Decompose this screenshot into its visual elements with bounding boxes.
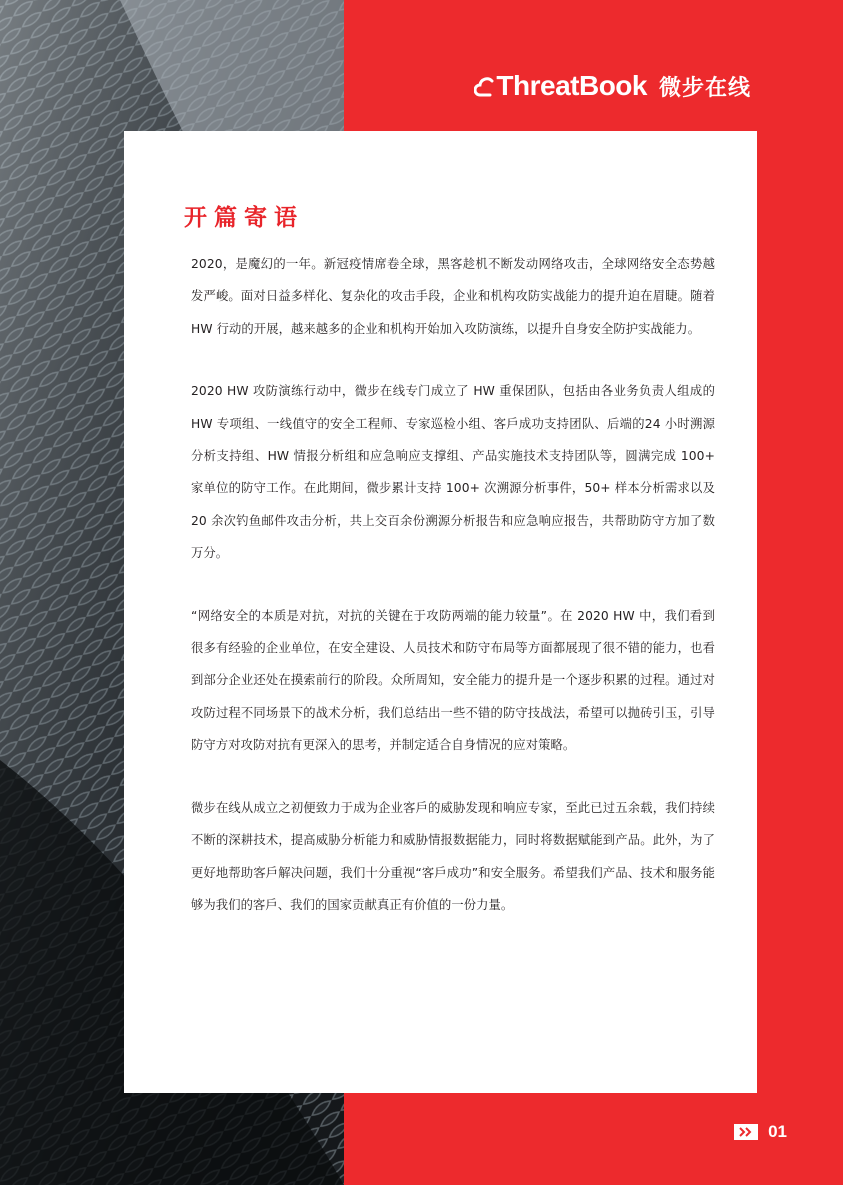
brand-name: 微步在线 — [658, 75, 751, 101]
paragraph: “网络安全的本质是对抗，对抗的关键在于攻防两端的能力较量”。在 2020 HW 中，我们看到很多有经验的企业单位，在安全建设、人员技术和防守布局等方面都展现了很不错的能力，也看到部分企业还处在摸索前行的阶段。众所周知，安全能力的提升是一个逐步积累的过程。通过对攻防过程不同场景下的战术分析，我们总结出一些不错的防守技战法，希望可以抛砖引玉，引导防守方对攻防对抗有更深入的思考，并制定适合自身情况的应对策略。 — [191, 608, 715, 753]
article-body — [191, 248, 715, 951]
cloud-icon — [474, 73, 494, 99]
brand-header — [474, 64, 751, 108]
page-title: 开篇寄语 — [184, 205, 304, 231]
double-chevron-right-icon — [734, 1124, 758, 1140]
paragraph: 微步在线从成立之初便致力于成为企业客戶的威胁发现和响应专家，至此已过五余载，我们持续不断的深耕技术，提高威胁分析能力和威胁情报数据能力，同时将数据赋能到产品。此外，为了更好地帮助客戶解决问题，我们十分重视“客戶成功”和安全服务。希望我们产品、技术和服务能够为我们的客戶、我们的国家贡献真正有价值的一份力量。 — [191, 800, 715, 912]
page-number-footer — [734, 1122, 787, 1142]
content-card — [124, 131, 757, 1093]
paragraph: 2020 HW 攻防演练行动中，微步在线专门成立了 HW 重保团队，包括由各业务负责人组成的 HW 专项组、一线值守的安全工程师、专家巡检小组、客戶成功支持团队、后端的24 小时溯源分析支持组、HW 情报分析组和应急响应支撑组、产品实施技术支持团队等，圆满完成 100+ 家单位的防守工作。在此期间，微步累计支持 100+ 次溯源分析事件，50+ 样本分析需求以及 20 余次钓鱼邮件攻击分析，共上交百余份溯源分析报告和应急响应报告，共帮助防守方加了数万分。 — [191, 384, 715, 561]
brand-logo-text: ThreatBook — [496, 70, 647, 101]
page-number: 01 — [768, 1122, 787, 1141]
paragraph: 2020，是魔幻的一年。新冠疫情席卷全球，黑客趁机不断发动网络攻击，全球网络安全态势越发严峻。面对日益多样化、复杂化的攻击手段，企业和机构攻防实战能力的提升迫在眉睫。随着 HW 行动的开展，越来越多的企业和机构开始加入攻防演练，以提升自身安全防护实战能力。 — [191, 257, 715, 336]
